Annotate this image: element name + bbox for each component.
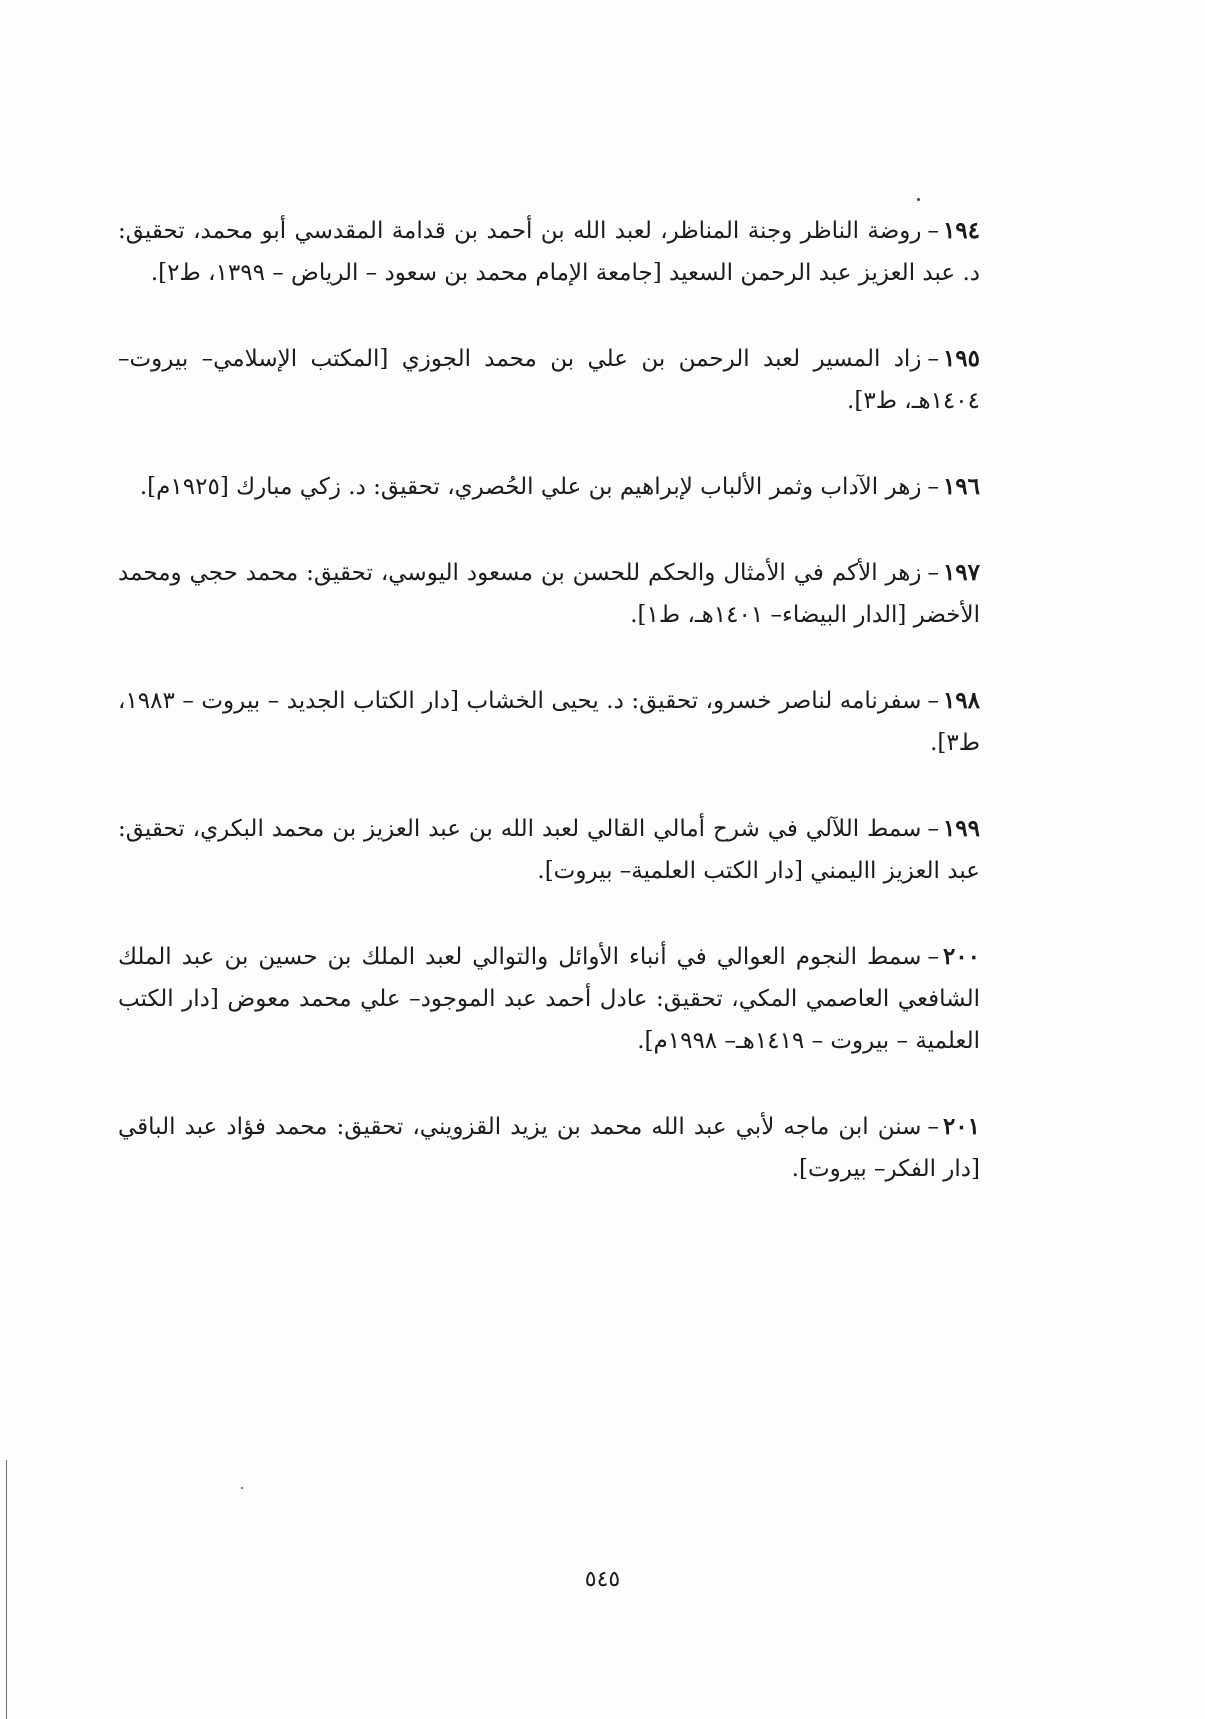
entry-number: ١٩٨ (942, 687, 980, 714)
entry-number: ٢٠٠ (942, 943, 980, 970)
entry-number: ١٩٦ (942, 473, 980, 500)
bibliography-list (118, 210, 980, 1234)
entry-separator: – (927, 218, 939, 244)
entry-text: سمط النجوم العوالي في أنباء الأوائل والتوالي لعبد الملك بن حسين بن عبد الملك الشافعي العاصمي المكي، تحقيق: عادل أحمد عبد الموجود– علي محمد معوض [دار الكتب العلمية – بيروت – ١٤١٩هـ– ١٩٩٨م]. (118, 944, 980, 1054)
scan-speck (241, 1487, 243, 1489)
bibliography-entry (118, 808, 980, 892)
page-number: ٥٤٥ (584, 1567, 621, 1592)
bibliography-entry (118, 936, 980, 1062)
bibliography-entry (118, 210, 980, 294)
entry-text: روضة الناظر وجنة المناظر، لعبد الله بن أحمد بن قدامة المقدسي أبو محمد، تحقيق: د. عبد العزيز عبد الرحمن السعيد [جامعة الإمام محمد بن سعود – الرياض – ١٣٩٩، ط٢]. (118, 218, 980, 286)
entry-separator: – (927, 688, 939, 714)
bibliography-entry (118, 680, 980, 764)
bibliography-entry (118, 338, 980, 422)
entry-separator: – (927, 560, 939, 586)
bibliography-entry (118, 1106, 980, 1190)
entry-text: سفرنامه لناصر خسرو، تحقيق: د. يحيى الخشاب [دار الكتاب الجديد – بيروت – ١٩٨٣، ط٣]. (118, 688, 980, 756)
entry-number: ١٩٧ (942, 559, 980, 586)
entry-text: سنن ابن ماجه لأبي عبد الله محمد بن يزيد القزويني، تحقيق: محمد فؤاد عبد الباقي [دار الفكر– بيروت]. (118, 1114, 980, 1182)
entry-separator: – (927, 474, 939, 500)
entry-number: ١٩٤ (942, 217, 980, 244)
entry-separator: – (927, 944, 939, 970)
entry-number: ٢٠١ (942, 1113, 980, 1140)
entry-text: زاد المسير لعبد الرحمن بن علي بن محمد الجوزي [المكتب الإسلامي– بيروت–١٤٠٤هـ، ط٣]. (118, 346, 980, 414)
entry-separator: – (927, 816, 939, 842)
entry-separator: – (927, 346, 939, 372)
entry-number: ١٩٥ (942, 345, 980, 372)
bibliography-entry (118, 466, 980, 508)
bibliography-entry (118, 552, 980, 636)
entry-text: سمط اللآلي في شرح أمالي القالي لعبد الله بن عبد العزيز بن محمد البكري، تحقيق: عبد العزيز االيمني [دار الكتب العلمية– بيروت]. (118, 816, 980, 884)
entry-text: زهر الآداب وثمر الألباب لإبراهيم بن علي الحُصري، تحقيق: د. زكي مبارك [١٩٢٥م]. (139, 474, 922, 500)
entry-separator: – (927, 1114, 939, 1140)
entry-number: ١٩٩ (942, 815, 980, 842)
scan-speck (917, 198, 920, 201)
entry-text: زهر الأكم في الأمثال والحكم للحسن بن مسعود اليوسي، تحقيق: محمد حجي ومحمد الأخضر [الدار البيضاء– ١٤٠١هـ، ط١]. (118, 560, 980, 628)
